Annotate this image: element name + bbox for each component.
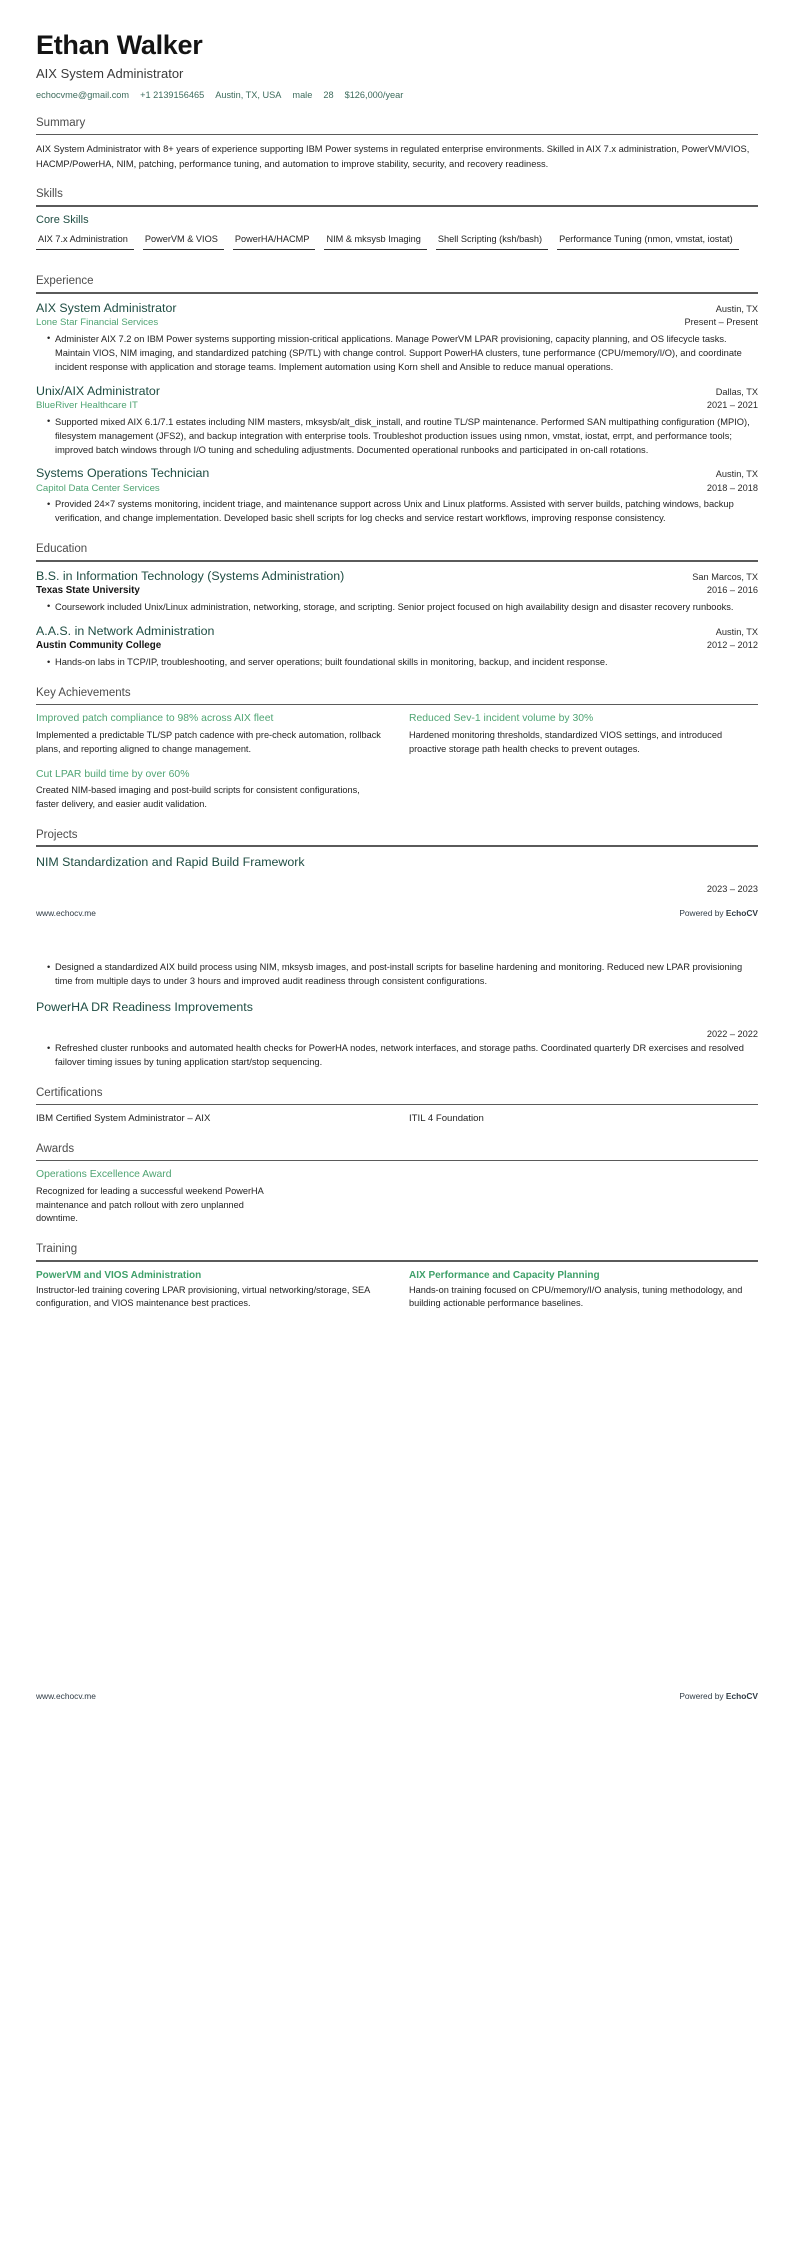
experience-entry: [36, 466, 758, 526]
training-grid: [36, 1269, 758, 1312]
section-divider: [36, 292, 758, 294]
skill-chip-list: [36, 232, 758, 259]
job-location: Austin, TX: [715, 469, 758, 480]
school-name: Texas State University: [36, 585, 140, 597]
contact-phone: +1 2139156465: [140, 89, 205, 100]
resume-page-1: [0, 0, 794, 894]
experience-entry: [36, 301, 758, 375]
job-bullets: [36, 498, 758, 526]
education-dates: 2012 – 2012: [706, 640, 758, 651]
section-training: [36, 1243, 758, 1311]
section-projects: [36, 829, 758, 895]
resume-header: [36, 30, 758, 100]
job-bullet: • Provided 24×7 systems monitoring, incident triage, and maintenance support across Unix and Linux platforms. Assisted with server builds, patching windows, backup verification, and change implementation. Developed basic shell scripts for log checks and service restart workflows, improving response consistency.: [47, 498, 758, 526]
section-divider: [36, 1260, 758, 1262]
section-key-achievements: [36, 687, 758, 812]
education-entry: [36, 624, 758, 670]
training-description: Instructor-led training covering LPAR provisioning, virtual networking/storage, SEA configuration, and VIOS maintenance best practices.: [36, 1284, 370, 1309]
section-education: [36, 543, 758, 670]
section-skills: [36, 188, 758, 258]
job-bullets: [36, 416, 758, 458]
page-bottom-whitespace: [0, 1311, 794, 1691]
skill-chip: AIX 7.x Administration: [36, 232, 134, 251]
training-title: AIX Performance and Capacity Planning: [409, 1269, 600, 1281]
section-title-certifications: Certifications: [36, 1087, 103, 1100]
contact-age: 28: [323, 89, 334, 100]
section-divider: [36, 134, 758, 136]
job-title: Unix/AIX Administrator: [36, 383, 160, 398]
contact-location: Austin, TX, USA: [215, 89, 282, 100]
award-item: [36, 1168, 385, 1226]
section-title-experience: Experience: [36, 275, 94, 288]
achievement-description: Hardened monitoring thresholds, standardized VIOS settings, and introduced proactive storage path health checks to prevent outages.: [409, 729, 723, 754]
education-bullet: • Hands-on labs in TCP/IP, troubleshooting, and server operations; built foundational skills in monitoring, backup, and incident response.: [47, 656, 758, 670]
education-bullets: [36, 601, 758, 615]
company-name: BlueRiver Healthcare IT: [36, 400, 138, 412]
skill-chip: PowerHA/HACMP: [233, 232, 316, 251]
section-title-education: Education: [36, 543, 88, 556]
project-bullets: [36, 1042, 758, 1070]
contact-gender: male: [292, 89, 313, 100]
candidate-headline: AIX System Administrator: [36, 66, 184, 82]
experience-entry: [36, 384, 758, 458]
job-bullet: • Supported mixed AIX 6.1/7.1 estates including NIM masters, mksysb/alt_disk_install, and routine TL/SP maintenance. Performed SAN multipathing configuration (MPIO), filesystem management (JFS2), and backup integration with enterprise tools. Troubleshot production issues using nmon, vmstat, iostat, errpt, and performance tools; improved batch windows through I/O tuning and scheduling adjustments. Documented operational runbooks and participated in on-call rotations.: [47, 416, 758, 458]
resume-page-2: [0, 961, 794, 1311]
section-divider: [36, 704, 758, 706]
page-break-gap: [0, 918, 794, 958]
training-item: [409, 1269, 758, 1312]
training-item: [36, 1269, 385, 1312]
section-divider: [36, 560, 758, 562]
summary-text: AIX System Administrator with 8+ years of experience supporting IBM Power systems in regulated enterprise environments. Skilled in AIX 7.x administration, PowerVM/VIOS, HACMP/PowerHA, NIM, patching, performance tuning, and automation to improve stability, security, and recovery readiness.: [36, 144, 750, 169]
section-projects-continued: [36, 961, 758, 1070]
section-title-awards: Awards: [36, 1142, 75, 1155]
award-grid: [36, 1168, 758, 1226]
degree-title: B.S. in Information Technology (Systems Administration): [36, 568, 345, 583]
certification-item: ITIL 4 Foundation: [409, 1113, 484, 1125]
section-title-summary: Summary: [36, 116, 86, 129]
job-dates: 2021 – 2021: [706, 400, 758, 411]
school-location: Austin, TX: [715, 626, 758, 637]
footer-powered-label: Powered by: [679, 908, 726, 919]
education-dates: 2016 – 2016: [706, 585, 758, 596]
achievement-item: [409, 712, 758, 756]
skill-chip: Performance Tuning (nmon, vmstat, iostat): [557, 232, 739, 251]
project-dates: 2022 – 2022: [706, 1029, 758, 1040]
award-description: Recognized for leading a successful weekend PowerHA maintenance and patch rollout with zero unplanned downtime.: [36, 1185, 264, 1224]
job-bullet: • Administer AIX 7.2 on IBM Power systems supporting mission-critical applications. Manage PowerVM LPAR provisioning, capacity planning, and OS lifecycle tasks. Maintain VIOS, NIM imaging, and standardized patching (SP/TL) with change control. Support PowerHA clusters, tune performance (CPU/memory/I/O), and coordinate incident response with application and storage teams. Implement automation using Korn shell and Ansible to reduce manual operations.: [47, 333, 758, 375]
achievement-item: [36, 768, 385, 812]
project-title: NIM Standardization and Rapid Build Framework: [36, 855, 305, 870]
section-title-skills: Skills: [36, 188, 63, 201]
footer-brand: [679, 1691, 758, 1701]
section-title-projects: Projects: [36, 828, 78, 841]
section-divider: [36, 205, 758, 207]
job-location: Austin, TX: [715, 303, 758, 314]
footer-powered-label: Powered by: [679, 1691, 726, 1702]
skill-group-title: Core Skills: [36, 213, 89, 226]
footer-url: www.echocv.me: [36, 908, 96, 919]
school-name: Austin Community College: [36, 640, 162, 652]
section-divider: [36, 1104, 758, 1106]
contact-email: echocvme@gmail.com: [36, 89, 130, 100]
school-location: San Marcos, TX: [692, 571, 758, 582]
section-summary: [36, 117, 758, 171]
footer-brand-name: EchoCV: [725, 1691, 758, 1702]
footer-url: www.echocv.me: [36, 1691, 96, 1702]
candidate-name: Ethan Walker: [36, 30, 203, 60]
page-footer: [0, 1691, 794, 1701]
job-location: Dallas, TX: [715, 386, 758, 397]
training-description: Hands-on training focused on CPU/memory/I/O analysis, tuning methodology, and building actionable performance baselines.: [409, 1284, 743, 1309]
section-certifications: [36, 1087, 758, 1126]
achievement-title: Cut LPAR build time by over 60%: [36, 768, 190, 780]
company-name: Capitol Data Center Services: [36, 482, 160, 494]
project-dates: 2023 – 2023: [706, 884, 758, 895]
footer-brand-name: EchoCV: [725, 908, 758, 919]
skill-chip: NIM & mksysb Imaging: [324, 232, 426, 251]
degree-title: A.A.S. in Network Administration: [36, 623, 215, 638]
achievement-description: Created NIM-based imaging and post-build scripts for consistent configurations, faster delivery, and easier audit validation.: [36, 785, 360, 809]
job-title: AIX System Administrator: [36, 300, 177, 315]
achievement-description: Implemented a predictable TL/SP patch cadence with pre-check automation, rollback plans, and reporting aligned to change management.: [36, 729, 381, 754]
skill-chip: PowerVM & VIOS: [143, 232, 224, 251]
project-bullet: • Designed a standardized AIX build process using NIM, mksysb images, and post-install scripts for baseline hardening and monitoring. Reduced new LPAR provisioning time from multiple days to under 3 hours and improved audit readiness through consistent configurations.: [47, 961, 758, 989]
section-divider: [36, 1160, 758, 1162]
award-title: Operations Excellence Award: [36, 1169, 172, 1181]
achievement-title: Improved patch compliance to 98% across AIX fleet: [36, 713, 274, 725]
job-dates: 2018 – 2018: [706, 482, 758, 493]
section-divider: [36, 845, 758, 847]
job-dates: Present – Present: [684, 317, 758, 328]
project-bullets: [36, 961, 758, 989]
education-entry: [36, 569, 758, 615]
section-experience: [36, 275, 758, 526]
education-bullets: [36, 656, 758, 670]
page-footer: [0, 908, 794, 918]
contact-salary: $126,000/year: [344, 89, 404, 100]
bottom-margin: [0, 1701, 794, 1725]
job-bullets: [36, 333, 758, 375]
job-title: Systems Operations Technician: [36, 466, 210, 481]
section-title-training: Training: [36, 1243, 78, 1256]
section-title-key-achievements: Key Achievements: [36, 687, 131, 700]
contact-row: [36, 90, 758, 100]
training-title: PowerVM and VIOS Administration: [36, 1269, 202, 1281]
certification-grid: [36, 1112, 758, 1125]
company-name: Lone Star Financial Services: [36, 317, 159, 329]
education-bullet: • Coursework included Unix/Linux administration, networking, storage, and scripting. Senior project focused on high availability design and disaster recovery runbooks.: [47, 601, 758, 615]
achievement-item: [36, 712, 385, 756]
achievement-grid: [36, 712, 758, 811]
project-title: PowerHA DR Readiness Improvements: [36, 1000, 253, 1015]
achievement-title: Reduced Sev-1 incident volume by 30%: [409, 713, 594, 725]
skill-chip: Shell Scripting (ksh/bash): [436, 232, 548, 251]
project-bullet: • Refreshed cluster runbooks and automated health checks for PowerHA nodes, network interfaces, and storage paths. Coordinated quarterly DR exercises and resolved failover timing issues by tuning application start/stop sequencing.: [47, 1042, 758, 1070]
section-awards: [36, 1143, 758, 1226]
certification-item: IBM Certified System Administrator – AIX: [36, 1113, 211, 1125]
footer-brand: [679, 908, 758, 918]
